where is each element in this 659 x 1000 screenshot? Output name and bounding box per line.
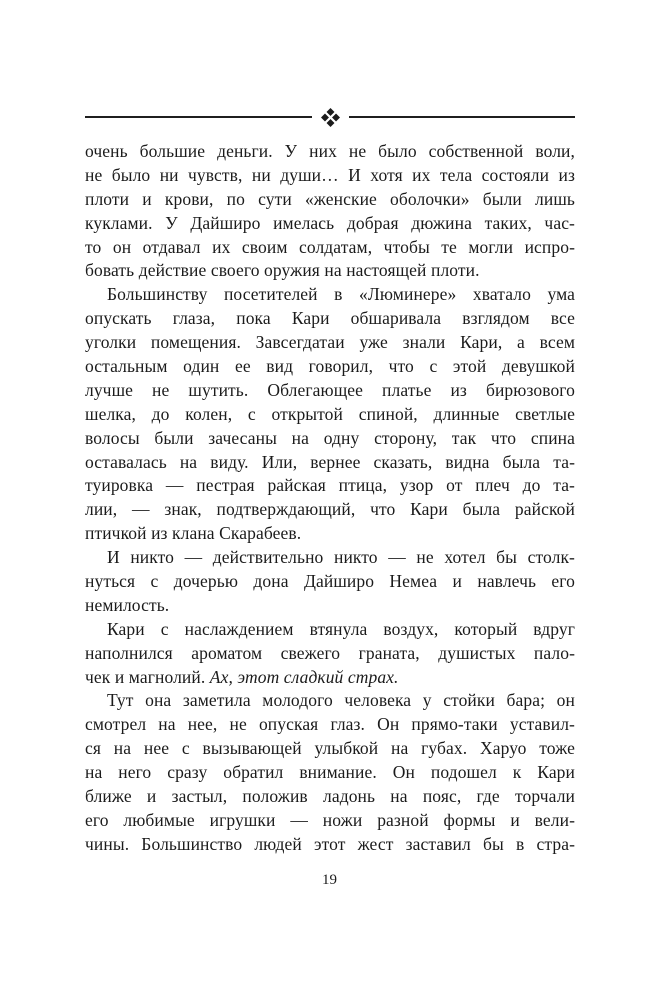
- text-line: Кари с наслаждением втянула воздух, который вдруг: [107, 618, 575, 639]
- text-line: лии, — знак, подтверждающий, что Кари была райской: [85, 499, 575, 520]
- italic-text-segment: Ах, этот сладкий страх.: [209, 666, 399, 687]
- text-line: лучше не шутить. Облегающее платье из бирюзового: [85, 379, 575, 400]
- paragraph: [85, 283, 575, 546]
- text-line: ближе и застыл, положив ладонь на пояс, где торчали: [85, 786, 575, 807]
- text-line: оставалась на виду. Или, вернее сказать, видна была та-: [85, 451, 575, 472]
- text-line: нуться с дочерью дона Дайширо Немеа и навлечь его: [85, 571, 575, 592]
- text-line: плоти и крови, по сути «женские оболочки» были лишь: [85, 188, 575, 209]
- text-line: ся на нее с вызывающей улыбкой на губах. Харуо тоже: [85, 738, 575, 759]
- paragraph: [85, 689, 575, 856]
- text-line: Тут она заметила молодого человека у стойки бара; он: [107, 690, 575, 711]
- text-line: И никто — действительно никто — не хотел бы столк-: [107, 547, 575, 568]
- ornament-rule-right: [349, 116, 576, 117]
- ornament-rule-left: [85, 116, 312, 117]
- paragraph: [85, 140, 575, 283]
- text-line: то он отдавал их своим солдатам, чтобы те могли испро-: [85, 236, 575, 257]
- text-line: чины. Большинство людей этот жест заставил бы в стра-: [85, 833, 575, 854]
- text-line: уголки помещения. Завсегдатаи уже знали Кари, а всем: [85, 332, 575, 353]
- diamond-ornament-icon: [312, 108, 349, 127]
- text-line: остальным один ее вид говорил, что с этой девушкой: [85, 356, 575, 377]
- text-line: его любимые игрушки — ножи разной формы и вели-: [85, 809, 575, 830]
- text-line: [85, 666, 575, 690]
- text-line: туировка — пестрая райская птица, узор от плеч до та-: [85, 475, 575, 496]
- text-line: не было ни чувств, ни души… И хотя их тела состояли из: [85, 164, 575, 185]
- text-line: очень большие деньги. У них не было собственной воли,: [85, 141, 575, 161]
- paragraph: [85, 546, 575, 618]
- text-segment: чек и магнолий.: [85, 666, 210, 687]
- text-line: смотрел на нее, не опуская глаз. Он прямо-таки уставил-: [85, 714, 575, 735]
- text-line: шелка, до колен, с открытой спиной, длинные светлые: [85, 403, 575, 424]
- page-number: 19: [322, 872, 337, 888]
- text-line: куклами. У Дайширо имелась добрая дюжина таких, час-: [85, 212, 575, 233]
- text-line: наполнился ароматом свежего граната, душистых пало-: [85, 642, 575, 663]
- paragraph: [85, 618, 575, 690]
- text-line: опускать глаза, пока Кари обшаривала взглядом все: [85, 308, 575, 329]
- text-line: волосы были зачесаны на одну сторону, так что спина: [85, 427, 575, 448]
- text-line: бовать действие своего оружия на настоящей плоти.: [85, 260, 480, 281]
- text-line: Большинству посетителей в «Люминере» хватало ума: [107, 284, 575, 305]
- text-line: немилость.: [85, 594, 170, 615]
- body-text: [85, 140, 575, 857]
- text-line: птичкой из клана Скарабеев.: [85, 523, 302, 544]
- header-ornament: [85, 108, 575, 126]
- text-line: на него сразу обратил внимание. Он подошел к Кари: [85, 762, 575, 783]
